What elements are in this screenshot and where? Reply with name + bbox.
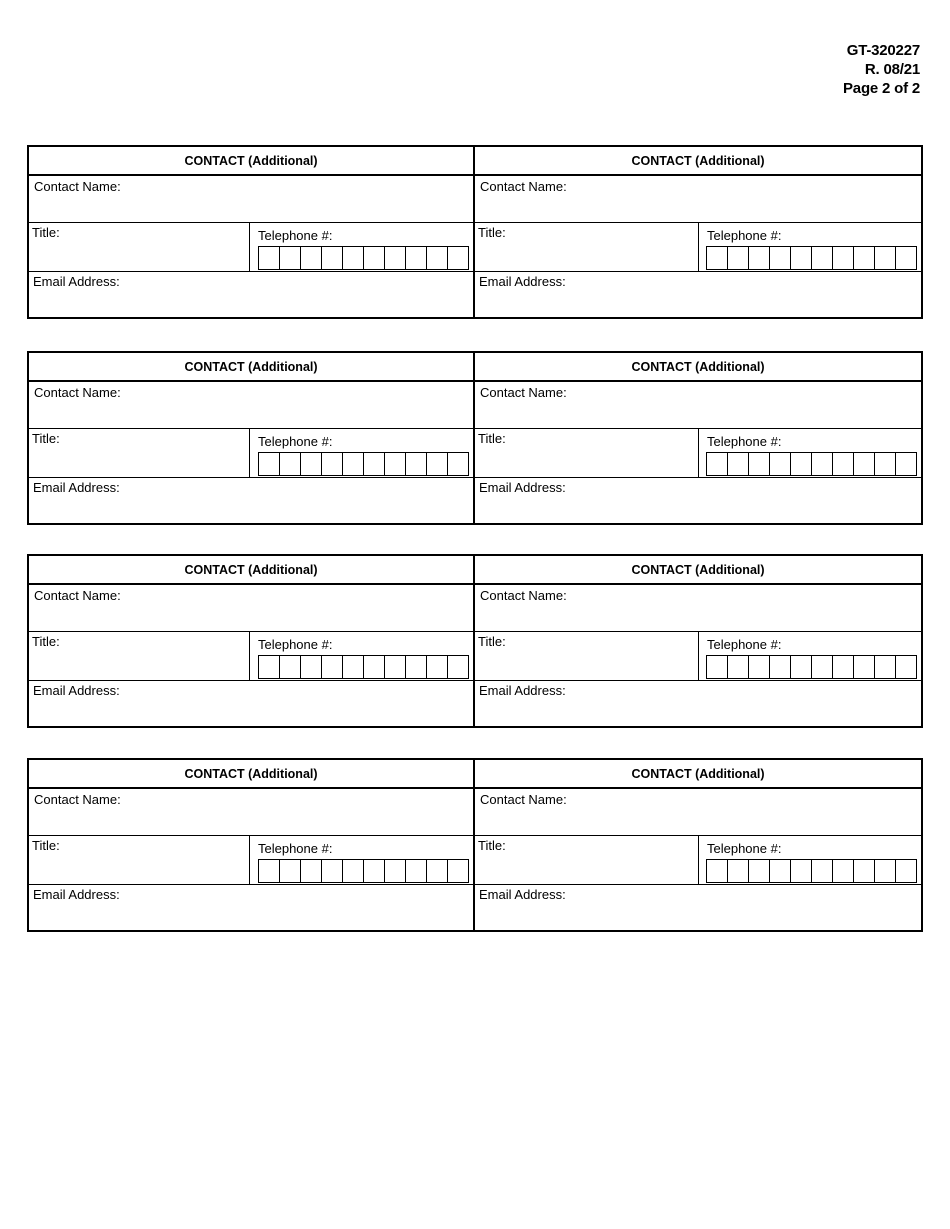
telephone-digit-box[interactable] — [833, 453, 854, 475]
telephone-digit-boxes[interactable] — [258, 655, 469, 679]
contact-name-field[interactable] — [475, 789, 921, 836]
contact-header: CONTACT (Additional) — [29, 556, 473, 585]
form-identifier — [843, 41, 920, 98]
email-address-field[interactable] — [29, 478, 473, 522]
telephone-digit-box[interactable] — [259, 860, 280, 882]
telephone-digit-box[interactable] — [728, 453, 749, 475]
email-address-label: Email Address: — [33, 274, 120, 289]
email-address-label: Email Address: — [479, 887, 566, 902]
telephone-digit-box[interactable] — [854, 453, 875, 475]
telephone-digit-box[interactable] — [448, 247, 469, 269]
title-field[interactable] — [29, 632, 250, 680]
telephone-digit-box[interactable] — [707, 860, 728, 882]
contact-header: CONTACT (Additional) — [29, 760, 473, 789]
telephone-label: Telephone #: — [707, 841, 782, 856]
contact-card — [29, 556, 475, 726]
contact-block-row-3 — [27, 554, 923, 728]
telephone-digit-box[interactable] — [854, 247, 875, 269]
contact-name-label: Contact Name: — [34, 588, 121, 603]
telephone-digit-box[interactable] — [791, 860, 812, 882]
telephone-digit-box[interactable] — [427, 656, 448, 678]
telephone-label: Telephone #: — [707, 637, 782, 652]
email-address-field[interactable] — [475, 885, 921, 929]
telephone-digit-box[interactable] — [280, 453, 301, 475]
telephone-digit-box[interactable] — [896, 247, 917, 269]
telephone-digit-box[interactable] — [812, 656, 833, 678]
contact-header: CONTACT (Additional) — [29, 147, 473, 176]
contact-name-field[interactable] — [475, 176, 921, 223]
contact-header: CONTACT (Additional) — [475, 556, 921, 585]
contact-card — [29, 760, 475, 930]
telephone-digit-box[interactable] — [259, 247, 280, 269]
email-address-field[interactable] — [475, 272, 921, 316]
title-telephone-row — [29, 836, 473, 885]
telephone-digit-box[interactable] — [749, 247, 770, 269]
form-number: GT-320227 — [846, 42, 920, 59]
contact-card — [475, 353, 921, 523]
telephone-field — [250, 836, 473, 884]
telephone-digit-box[interactable] — [322, 247, 343, 269]
telephone-digit-box[interactable] — [875, 656, 896, 678]
email-address-label: Email Address: — [33, 683, 120, 698]
contact-name-field[interactable] — [29, 789, 473, 836]
telephone-label: Telephone #: — [707, 434, 782, 449]
telephone-digit-box[interactable] — [854, 656, 875, 678]
telephone-digit-box[interactable] — [343, 860, 364, 882]
telephone-digit-box[interactable] — [364, 656, 385, 678]
telephone-digit-box[interactable] — [875, 453, 896, 475]
telephone-digit-box[interactable] — [364, 860, 385, 882]
telephone-digit-boxes[interactable] — [706, 452, 917, 476]
email-address-label: Email Address: — [479, 274, 566, 289]
telephone-digit-box[interactable] — [707, 247, 728, 269]
telephone-label: Telephone #: — [258, 228, 333, 243]
title-label: Title: — [478, 838, 506, 853]
telephone-digit-box[interactable] — [833, 656, 854, 678]
title-field[interactable] — [475, 429, 699, 477]
telephone-digit-box[interactable] — [749, 656, 770, 678]
title-label: Title: — [478, 431, 506, 446]
title-label: Title: — [32, 838, 60, 853]
contact-card — [475, 147, 921, 317]
telephone-digit-box[interactable] — [812, 247, 833, 269]
telephone-digit-boxes[interactable] — [706, 859, 917, 883]
telephone-digit-box[interactable] — [854, 860, 875, 882]
telephone-digit-box[interactable] — [385, 453, 406, 475]
telephone-digit-box[interactable] — [406, 453, 427, 475]
telephone-digit-box[interactable] — [406, 656, 427, 678]
telephone-field — [699, 632, 921, 680]
telephone-field — [699, 429, 921, 477]
title-telephone-row — [29, 223, 473, 272]
telephone-digit-box[interactable] — [791, 247, 812, 269]
telephone-digit-box[interactable] — [875, 860, 896, 882]
telephone-digit-boxes[interactable] — [258, 859, 469, 883]
contact-name-field[interactable] — [29, 585, 473, 632]
email-address-field[interactable] — [475, 478, 921, 522]
title-label: Title: — [32, 431, 60, 446]
telephone-digit-box[interactable] — [406, 247, 427, 269]
telephone-digit-box[interactable] — [427, 247, 448, 269]
title-field[interactable] — [29, 836, 250, 884]
telephone-digit-box[interactable] — [770, 247, 791, 269]
contact-header: CONTACT (Additional) — [475, 147, 921, 176]
contact-header: CONTACT (Additional) — [29, 353, 473, 382]
telephone-digit-box[interactable] — [280, 247, 301, 269]
title-telephone-row — [29, 632, 473, 681]
telephone-digit-box[interactable] — [280, 860, 301, 882]
telephone-digit-box[interactable] — [896, 453, 917, 475]
telephone-digit-box[interactable] — [364, 247, 385, 269]
title-label: Title: — [32, 225, 60, 240]
email-address-field[interactable] — [29, 681, 473, 725]
email-address-label: Email Address: — [479, 683, 566, 698]
title-telephone-row — [29, 429, 473, 478]
email-address-label: Email Address: — [33, 887, 120, 902]
telephone-digit-box[interactable] — [385, 247, 406, 269]
telephone-digit-box[interactable] — [448, 453, 469, 475]
title-label: Title: — [32, 634, 60, 649]
title-field[interactable] — [29, 223, 250, 271]
telephone-digit-box[interactable] — [385, 860, 406, 882]
telephone-digit-box[interactable] — [322, 656, 343, 678]
telephone-digit-box[interactable] — [791, 656, 812, 678]
contact-block-row-1 — [27, 145, 923, 319]
telephone-digit-box[interactable] — [364, 453, 385, 475]
telephone-digit-box[interactable] — [448, 860, 469, 882]
telephone-digit-boxes[interactable] — [706, 655, 917, 679]
contact-name-field[interactable] — [475, 382, 921, 429]
contact-card — [475, 556, 921, 726]
telephone-field — [250, 632, 473, 680]
telephone-digit-box[interactable] — [301, 453, 322, 475]
contact-header: CONTACT (Additional) — [475, 353, 921, 382]
contact-block-row-2 — [27, 351, 923, 525]
title-field[interactable] — [475, 836, 699, 884]
telephone-digit-box[interactable] — [833, 247, 854, 269]
form-revision: R. 08/21 — [864, 61, 920, 78]
contact-block-row-4 — [27, 758, 923, 932]
contact-header: CONTACT (Additional) — [475, 760, 921, 789]
contact-name-label: Contact Name: — [480, 385, 567, 400]
telephone-digit-box[interactable] — [343, 247, 364, 269]
telephone-label: Telephone #: — [258, 637, 333, 652]
title-telephone-row — [475, 223, 921, 272]
email-address-label: Email Address: — [479, 480, 566, 495]
telephone-digit-box[interactable] — [812, 860, 833, 882]
title-telephone-row — [475, 632, 921, 681]
email-address-field[interactable] — [475, 681, 921, 725]
title-field[interactable] — [29, 429, 250, 477]
telephone-digit-boxes[interactable] — [706, 246, 917, 270]
contact-card — [29, 353, 475, 523]
title-label: Title: — [478, 634, 506, 649]
contact-name-field[interactable] — [475, 585, 921, 632]
contact-name-field[interactable] — [29, 176, 473, 223]
title-field[interactable] — [475, 223, 699, 271]
email-address-field[interactable] — [29, 272, 473, 316]
telephone-digit-box[interactable] — [301, 656, 322, 678]
telephone-digit-box[interactable] — [707, 453, 728, 475]
contact-card — [475, 760, 921, 930]
contact-name-field[interactable] — [29, 382, 473, 429]
contact-name-label: Contact Name: — [34, 385, 121, 400]
telephone-field — [250, 429, 473, 477]
contact-name-label: Contact Name: — [34, 179, 121, 194]
telephone-digit-box[interactable] — [343, 453, 364, 475]
telephone-digit-box[interactable] — [770, 453, 791, 475]
telephone-digit-box[interactable] — [322, 860, 343, 882]
title-label: Title: — [478, 225, 506, 240]
telephone-digit-box[interactable] — [259, 656, 280, 678]
contact-card — [29, 147, 475, 317]
telephone-digit-box[interactable] — [301, 860, 322, 882]
telephone-digit-box[interactable] — [875, 247, 896, 269]
telephone-digit-box[interactable] — [791, 453, 812, 475]
telephone-field — [699, 836, 921, 884]
telephone-digit-box[interactable] — [728, 247, 749, 269]
email-address-label: Email Address: — [33, 480, 120, 495]
telephone-digit-box[interactable] — [385, 656, 406, 678]
telephone-label: Telephone #: — [258, 841, 333, 856]
telephone-digit-box[interactable] — [728, 860, 749, 882]
telephone-digit-box[interactable] — [427, 860, 448, 882]
telephone-digit-box[interactable] — [749, 860, 770, 882]
telephone-digit-box[interactable] — [343, 656, 364, 678]
telephone-field — [250, 223, 473, 271]
telephone-digit-box[interactable] — [322, 453, 343, 475]
telephone-digit-box[interactable] — [770, 860, 791, 882]
telephone-digit-box[interactable] — [406, 860, 427, 882]
telephone-digit-box[interactable] — [280, 656, 301, 678]
telephone-digit-box[interactable] — [707, 656, 728, 678]
telephone-digit-box[interactable] — [896, 656, 917, 678]
telephone-label: Telephone #: — [258, 434, 333, 449]
telephone-digit-box[interactable] — [259, 453, 280, 475]
telephone-digit-box[interactable] — [427, 453, 448, 475]
contact-name-label: Contact Name: — [480, 179, 567, 194]
telephone-digit-box[interactable] — [749, 453, 770, 475]
telephone-digit-box[interactable] — [301, 247, 322, 269]
telephone-field — [699, 223, 921, 271]
title-telephone-row — [475, 429, 921, 478]
telephone-digit-boxes[interactable] — [258, 452, 469, 476]
telephone-digit-box[interactable] — [896, 860, 917, 882]
contact-name-label: Contact Name: — [480, 792, 567, 807]
telephone-digit-box[interactable] — [728, 656, 749, 678]
telephone-digit-box[interactable] — [833, 860, 854, 882]
telephone-digit-box[interactable] — [448, 656, 469, 678]
title-telephone-row — [475, 836, 921, 885]
telephone-label: Telephone #: — [707, 228, 782, 243]
telephone-digit-box[interactable] — [770, 656, 791, 678]
page-number: Page 2 of 2 — [843, 80, 920, 97]
telephone-digit-box[interactable] — [812, 453, 833, 475]
contact-name-label: Contact Name: — [480, 588, 567, 603]
telephone-digit-boxes[interactable] — [258, 246, 469, 270]
contact-name-label: Contact Name: — [34, 792, 121, 807]
email-address-field[interactable] — [29, 885, 473, 929]
title-field[interactable] — [475, 632, 699, 680]
